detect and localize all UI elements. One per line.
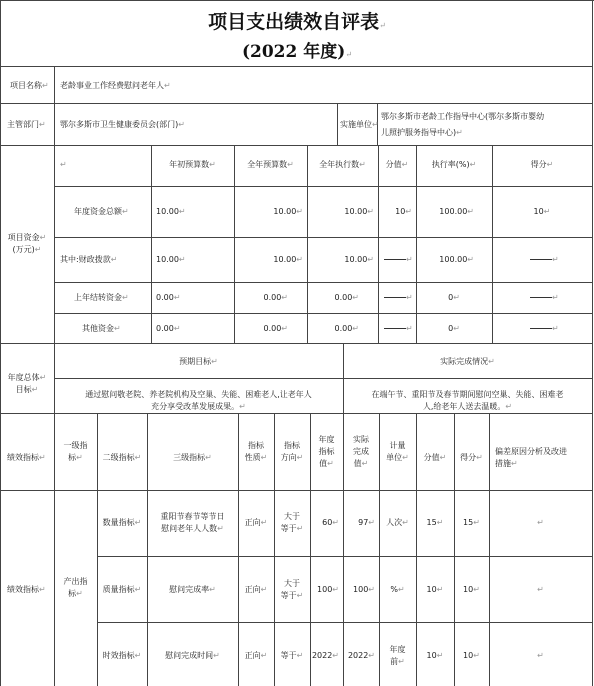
ind-row-level3: 慰问完成率↵ [169, 585, 216, 594]
form-subtitle [0, 40, 594, 67]
funds-row-initial: 10.00↵ [156, 255, 186, 264]
funds-row-score-value: 10↵ [395, 207, 412, 216]
funds-label: 项目资金↵ (万元)↵ [7, 233, 47, 254]
ind-row-unit: 年度 前↵ [389, 645, 406, 666]
funds-row-rate: 100.00↵ [439, 255, 474, 264]
paragraph-mark: ↵ [345, 50, 353, 59]
ind-row-target: 60↵ [322, 518, 339, 527]
impl-value-line1: 鄂尔多斯市老龄工作指导中心(鄂尔多斯市婴幼 [381, 112, 545, 121]
project-name-value: 老龄事业工作经费慰问老年人↵ [60, 81, 171, 90]
funds-row-score-value: ↵ [384, 254, 413, 266]
funds-row-initial: 10.00↵ [156, 207, 186, 216]
ind-header-reason: 偏差原因分析及改进 措施↵ [495, 447, 567, 468]
funds-row-initial: 0.00↵ [156, 293, 181, 302]
funds-row-score: 10↵ [533, 207, 551, 216]
ind-row-target: 100↵ [317, 585, 339, 594]
ind-row-level2: 数量指标↵ [102, 518, 142, 527]
funds-row-annual: 0.00↵ [263, 324, 288, 333]
funds-row-label: 其中:财政拨款↵ [60, 255, 118, 264]
goals-expected-header: 预期目标↵ [179, 357, 218, 366]
funds-row-executed: 0.00↵ [334, 293, 359, 302]
funds-row-executed: 0.00↵ [334, 324, 359, 333]
ind-row-direction: 大于 等于↵ [280, 579, 304, 600]
ind-header-score-value: 分值↵ [423, 453, 447, 462]
paragraph-mark: ↵ [379, 21, 386, 30]
ind-row-score-value: 15↵ [426, 518, 444, 527]
ind-header-unit: 计量 单位↵ [386, 441, 409, 462]
ind-row-score-value: 10↵ [426, 585, 444, 594]
funds-row-score-value: ↵ [384, 323, 413, 335]
funds-row-label: 上年结转资金↵ [74, 293, 129, 302]
funds-row-executed: 10.00↵ [344, 255, 374, 264]
ind-row-level2: 质量指标↵ [102, 585, 142, 594]
goals-label: 年度总体↵ 目标↵ [7, 373, 47, 394]
indicators-section-label: 绩效指标↵ [7, 453, 46, 462]
ind-row-nature: 正向↵ [244, 585, 268, 594]
ind-row-actual: 100↵ [353, 585, 375, 594]
ind-header-level2: 二级指标↵ [102, 453, 142, 462]
funds-row-score: ↵ [530, 292, 559, 304]
funds-row-annual: 10.00↵ [273, 207, 303, 216]
ind-row-reason: ↵ [537, 518, 544, 527]
ind-row-actual: 97↵ [358, 518, 375, 527]
ind-row-actual: 2022↵ [347, 651, 375, 660]
funds-row-score-value: ↵ [384, 292, 413, 304]
ind-row-level3: 慰问完成时间↵ [165, 651, 220, 660]
form-title [0, 10, 594, 38]
ind-row-score: 15↵ [463, 518, 480, 527]
form-subtitle-text: (2022 年度) [241, 42, 346, 62]
goals-actual-header: 实际完成情况↵ [440, 357, 495, 366]
ind-header-level1: 一级指 标↵ [63, 441, 88, 462]
ind-level1-value: 产出指 标↵ [63, 577, 88, 598]
ind-header-level3: 三级指标↵ [173, 453, 212, 462]
ind-row-score-value: 10↵ [426, 651, 444, 660]
ind-header-nature: 指标 性质↵ [244, 441, 268, 462]
ind-row-unit: %↵ [390, 585, 405, 594]
impl-label: 实施单位↵ [340, 120, 379, 129]
funds-row-rate: 100.00↵ [439, 207, 474, 216]
funds-header-rate: 执行率(%)↵ [431, 160, 477, 169]
funds-header-executed: 全年执行数↵ [319, 160, 366, 169]
funds-row-score: ↵ [530, 323, 559, 335]
funds-row-label: 其他资金↵ [82, 324, 121, 333]
funds-row-annual: 10.00↵ [273, 255, 303, 264]
indicators-section-label: 绩效指标↵ [7, 585, 46, 594]
funds-row-initial: 0.00↵ [156, 324, 181, 333]
ind-header-direction: 指标 方向↵ [280, 441, 304, 462]
ind-row-score: 10↵ [463, 585, 480, 594]
dept-value: 鄂尔多斯市卫生健康委员会(部门)↵ [60, 120, 185, 129]
funds-header-score-value: 分值↵ [385, 160, 409, 169]
goals-actual-text: 在端午节、重阳节及春节期间慰问空巢、失能、困难老 人,给老年人送去温暖。↵ [371, 390, 564, 411]
funds-header-empty: ↵ [60, 160, 67, 169]
ind-row-level2: 时效指标↵ [102, 651, 142, 660]
ind-row-target: 2022↵ [311, 651, 339, 660]
funds-header-annual: 全年预算数↵ [247, 160, 294, 169]
ind-row-nature: 正向↵ [244, 518, 268, 527]
ind-row-score: 10↵ [463, 651, 480, 660]
ind-row-reason: ↵ [537, 585, 544, 594]
funds-header-score: 得分↵ [530, 160, 554, 169]
ind-row-level3: 重阳节春节等节日 慰问老年人人数↵ [160, 512, 225, 533]
ind-header-target: 年度 指标 值↵ [318, 435, 335, 468]
funds-row-annual: 0.00↵ [263, 293, 288, 302]
funds-row-rate: 0↵ [448, 324, 460, 333]
project-name-label: 项目名称↵ [10, 81, 49, 90]
funds-header-initial: 年初预算数↵ [169, 160, 216, 169]
funds-row-label: 年度资金总额↵ [74, 207, 129, 216]
funds-row-executed: 10.00↵ [344, 207, 374, 216]
ind-row-unit: 人次↵ [386, 518, 409, 527]
dept-label: 主管部门↵ [7, 120, 46, 129]
goals-expected-text: 通过慰问敬老院、养老院机构及空巢、失能、困难老人,让老年人 充分享受改革发展成果。↵ [85, 390, 312, 411]
ind-row-direction: 大于 等于↵ [280, 512, 304, 533]
funds-row-rate: 0↵ [448, 293, 460, 302]
funds-row-score: ↵ [530, 254, 559, 266]
ind-row-direction: 等于↵ [280, 651, 304, 660]
ind-header-actual: 实际 完成 值↵ [353, 435, 369, 468]
ind-row-reason: ↵ [537, 651, 544, 660]
impl-value-line2: 儿照护服务指导中心)↵ [381, 128, 463, 137]
ind-row-nature: 正向↵ [244, 651, 268, 660]
form-title-text: 项目支出绩效自评表 [208, 11, 380, 33]
ind-header-score: 得分↵ [460, 453, 483, 462]
